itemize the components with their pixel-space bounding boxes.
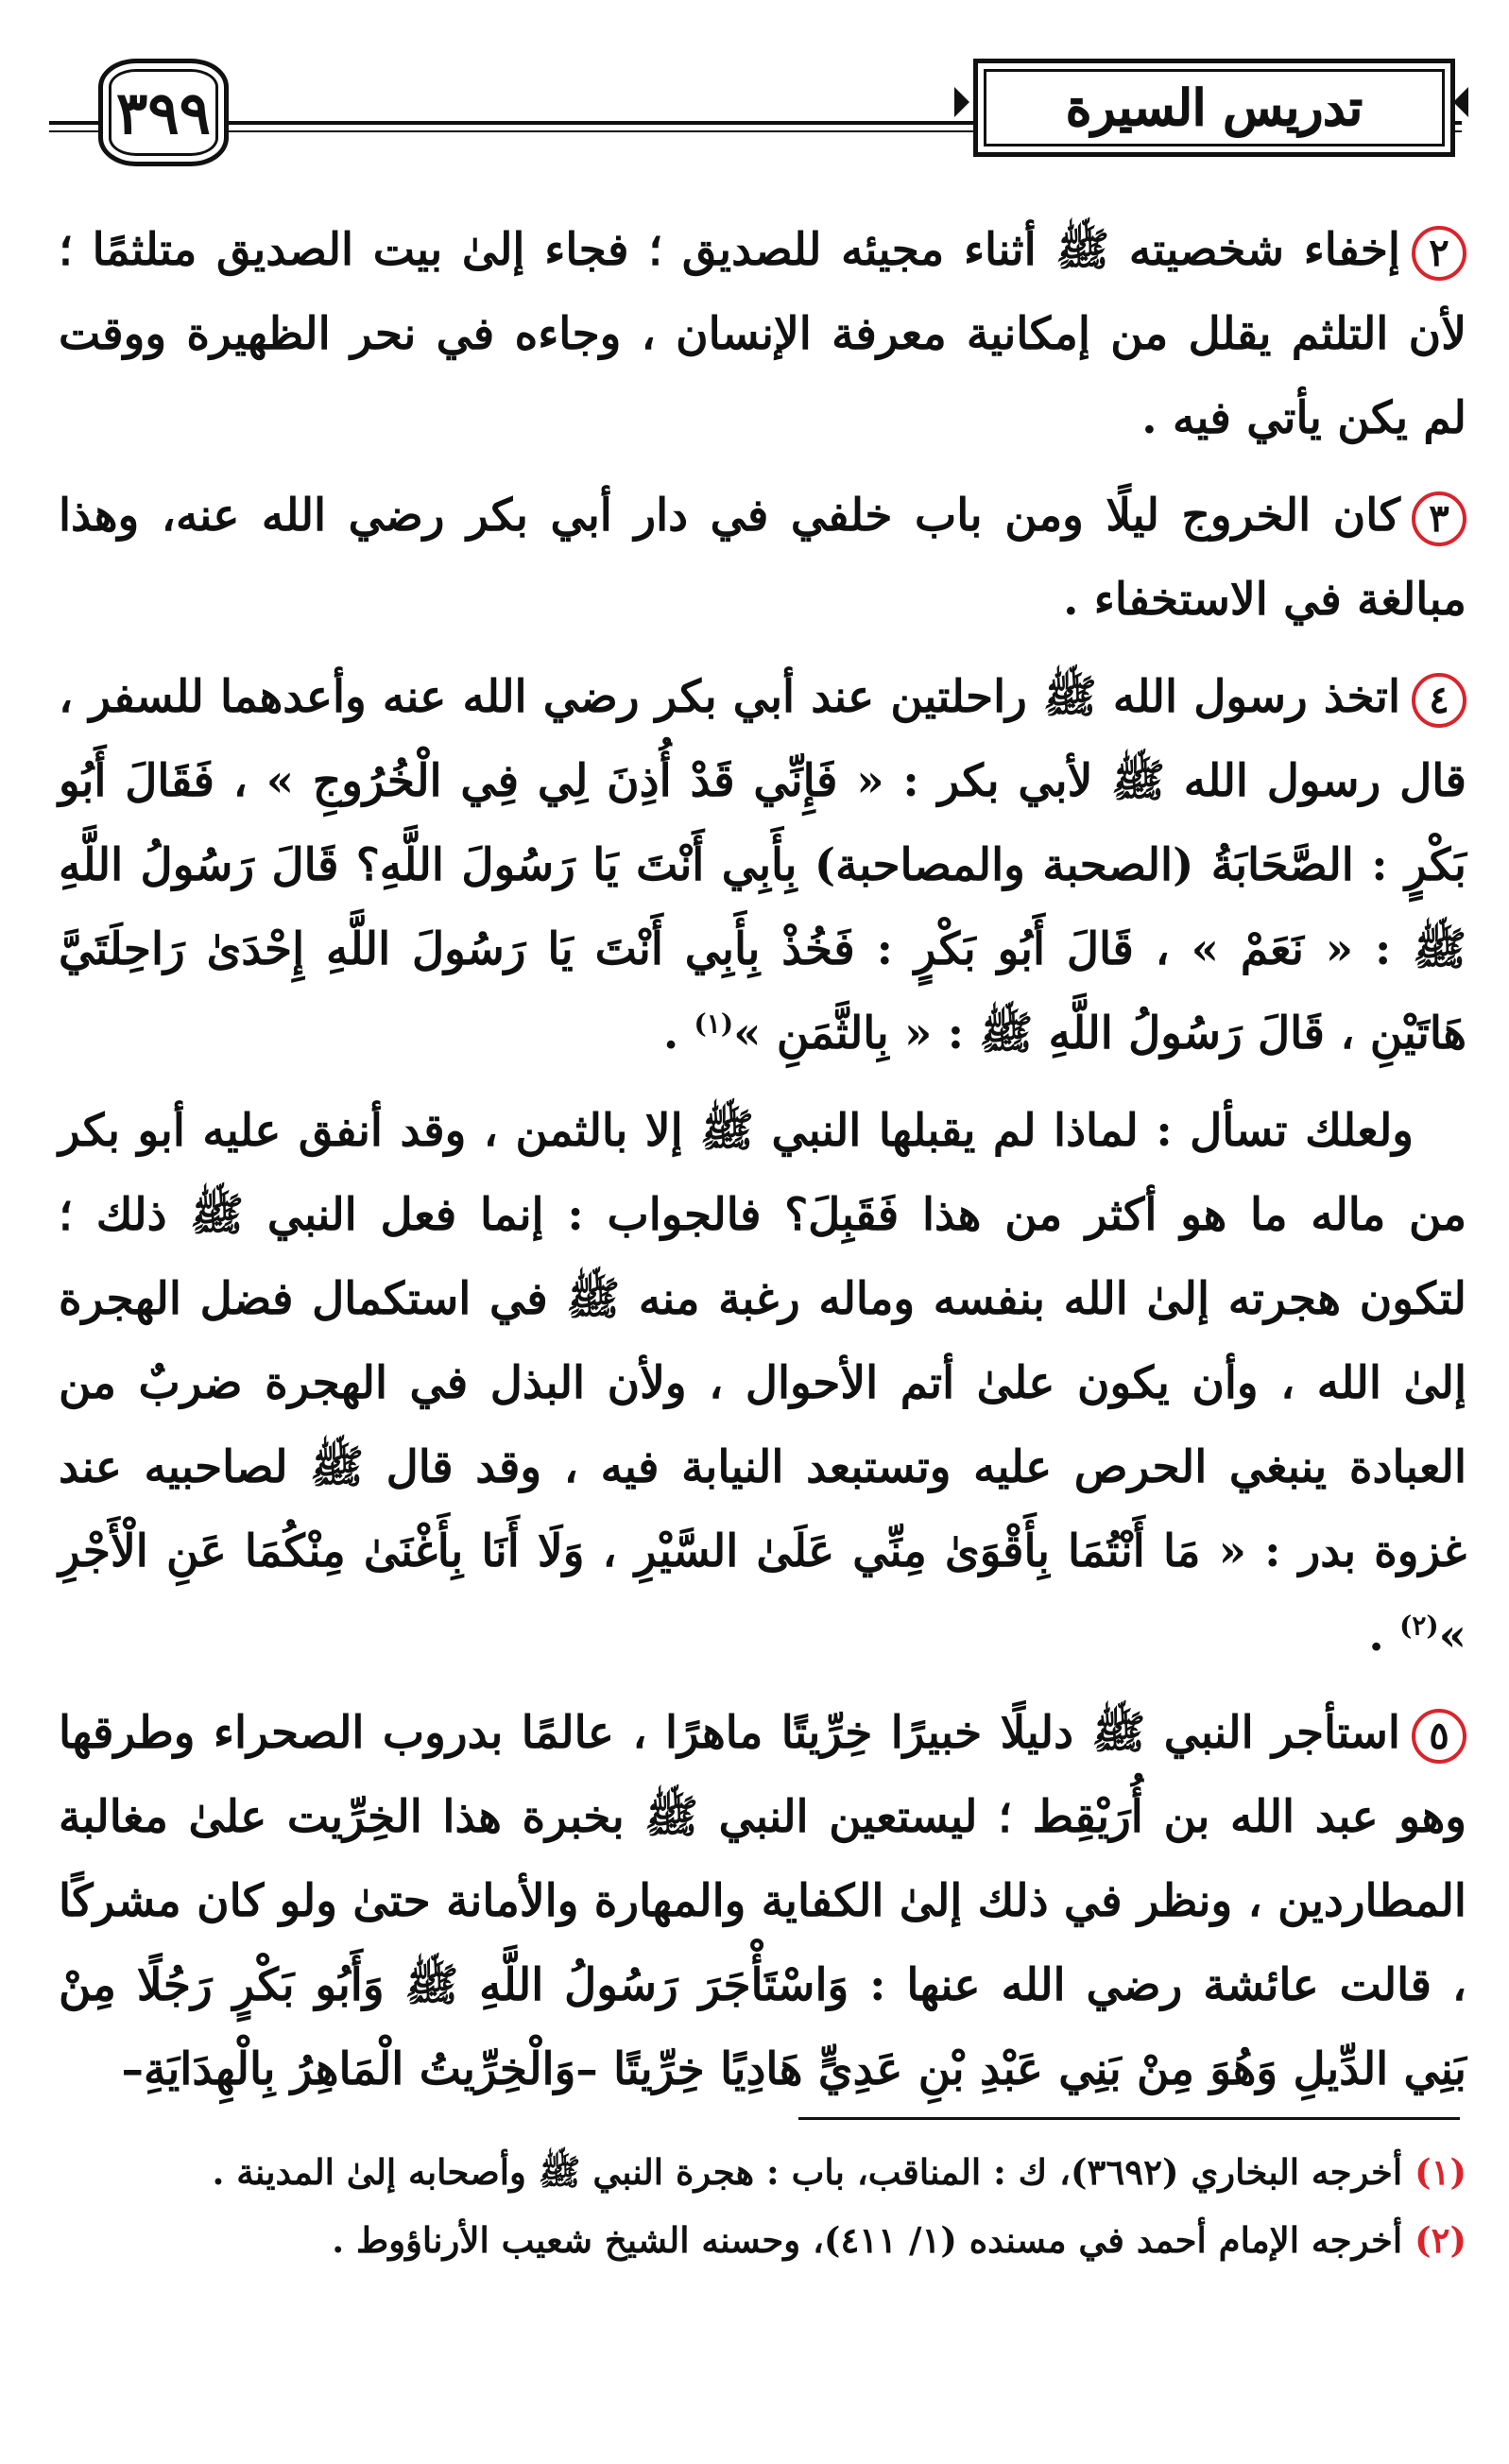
item-number-badge: ٢ [1412, 226, 1466, 281]
footnote-number: (٢) [1415, 2219, 1466, 2261]
item-number-badge: ٣ [1412, 491, 1466, 546]
paragraph-2 [59, 208, 1466, 460]
title-ornament-left-icon [951, 81, 971, 123]
page-number: ٣٩٩ [116, 78, 211, 147]
item-number-badge: ٥ [1412, 1709, 1466, 1764]
footnote-separator [798, 2117, 1460, 2120]
footnote-text: أخرجه البخاري (٣٦٩٢)، ك : المناقب، باب : هجرة النبي ﷺ وأصحابه إلىٰ المدينة . [212, 2151, 1403, 2193]
paragraph-5 [59, 1691, 1466, 2111]
footnote-text: أخرجه الإمام أحمد في مسنده (١/ ٤١١)، وحسنه الشيخ شعيب الأرناؤوط . [332, 2219, 1403, 2261]
footnote-1 [59, 2138, 1466, 2206]
page-number-frame [98, 59, 229, 166]
hadith-quote: « نَعَمْ » [1191, 923, 1354, 975]
hadith-quote: « بِالثَّمَنِ » [733, 1008, 933, 1060]
footnote-2 [59, 2206, 1466, 2274]
paragraph-text: ، فَقَالَ أَبُو بَكْرٍ : الصَّحَابَةُ (الصحبة والمصاحبة) بِأَبِي أَنْتَ يَا رَسُولَ اللَّهِ؟ قَالَ رَسُولُ اللَّهِ ﷺ : [59, 755, 1466, 975]
paragraph-text: ولعلك تسأل : لماذا لم يقبلها النبي ﷺ إلا بالثمن ، وقد أنفق عليه أبو بكر من ماله ما هو أكثر من هذا فَقَبِلَ؟ فالجواب : إنما فعل النبي ﷺ ذلك ؛ لتكون هجرته إلىٰ الله بنفسه وماله رغبة منه ﷺ في استكمال فضل الهجرة إلىٰ الله ، وأن يكون علىٰ أتم الأحوال ، ولأن البذل في الهجرة ضربٌ من العبادة ينبغي الحرص عليه وتستبعد النيابة فيه ، وقد قال ﷺ لصاحبيه عند غزوة بدر : [59, 1105, 1467, 1577]
paragraph-text: ، قَالَ أَبُو بَكْرٍ : فَخُذْ بِأَبِي أَنْتَ يَا رَسُولَ اللَّهِ إِحْدَىٰ رَاحِلَتَيَّ هَاتَيْنِ ، قَالَ رَسُولُ اللَّهِ ﷺ : [59, 923, 1466, 1060]
footnote-number: (١) [1415, 2151, 1466, 2193]
footnote-ref[interactable]: (٢) [1399, 1610, 1439, 1642]
footnote-ref[interactable]: (١) [694, 1008, 734, 1040]
footnotes [59, 2138, 1466, 2274]
paragraph-3 [59, 474, 1466, 642]
item-number-badge: ٤ [1412, 673, 1466, 728]
main-text [59, 208, 1466, 2125]
paragraph-text: إخفاء شخصيته ﷺ أثناء مجيئه للصديق ؛ فجاء إلىٰ بيت الصديق متلثمًا ؛ لأن التلثم يقلل من إمكانية معرفة الإنسان ، وجاءه في نحر الظهيرة ووقت لم يكن يأتي فيه . [59, 224, 1466, 444]
paragraph-discussion [59, 1089, 1466, 1678]
title-ornament-right-icon [1451, 81, 1472, 123]
book-title-frame [973, 59, 1455, 157]
book-title: تدريس السيرة [1065, 78, 1363, 137]
paragraph-end: . [1368, 1610, 1400, 1662]
paragraph-text: اتخذ رسول الله ﷺ راحلتين عند أبي بكر رضي الله عنه وأعدهما للسفر ، قال رسول الله ﷺ لأبي بكر : [59, 671, 1466, 807]
hadith-quote: « مَا أَنْتُمَا بِأَقْوَىٰ مِنِّي عَلَىٰ السَّيْرِ ، وَلَا أَنَا بِأَغْنَىٰ مِنْكُمَا عَنِ الْأَجْرِ » [59, 1525, 1466, 1662]
paragraph-end: . [662, 1008, 694, 1060]
paragraph-4 [59, 655, 1466, 1076]
paragraph-text: استأجر النبي ﷺ دليلًا خبيرًا خِرِّيتًا ماهرًا ، عالمًا بدروب الصحراء وطرقها وهو عبد الله بن أُرَيْقِط ؛ ليستعين النبي ﷺ بخبرة هذا الخِرِّيت علىٰ مغالبة المطاردين ، ونظر في ذلك إلىٰ الكفاية والمهارة والأمانة حتىٰ ولو كان مشركًا ، قالت عائشة رضي الله عنها : وَاسْتَأْجَرَ رَسُولُ اللَّهِ ﷺ وَأَبُو بَكْرٍ رَجُلًا مِنْ بَنِي الدِّيلِ وَهُوَ مِنْ بَنِي عَبْدِ بْنِ عَدِيٍّ هَادِيًا خِرِّيتًا –وَالْخِرِّيتُ الْمَاهِرُ بِالْهِدَايَةِ– [58, 1707, 1466, 2095]
paragraph-text: كان الخروج ليلًا ومن باب خلفي في دار أبي بكر رضي الله عنه، وهذا مبالغة في الاستخفاء . [59, 490, 1466, 626]
hadith-quote: « فَإِنِّي قَدْ أُذِنَ لِي فِي الْخُرُوجِ » [266, 755, 884, 807]
